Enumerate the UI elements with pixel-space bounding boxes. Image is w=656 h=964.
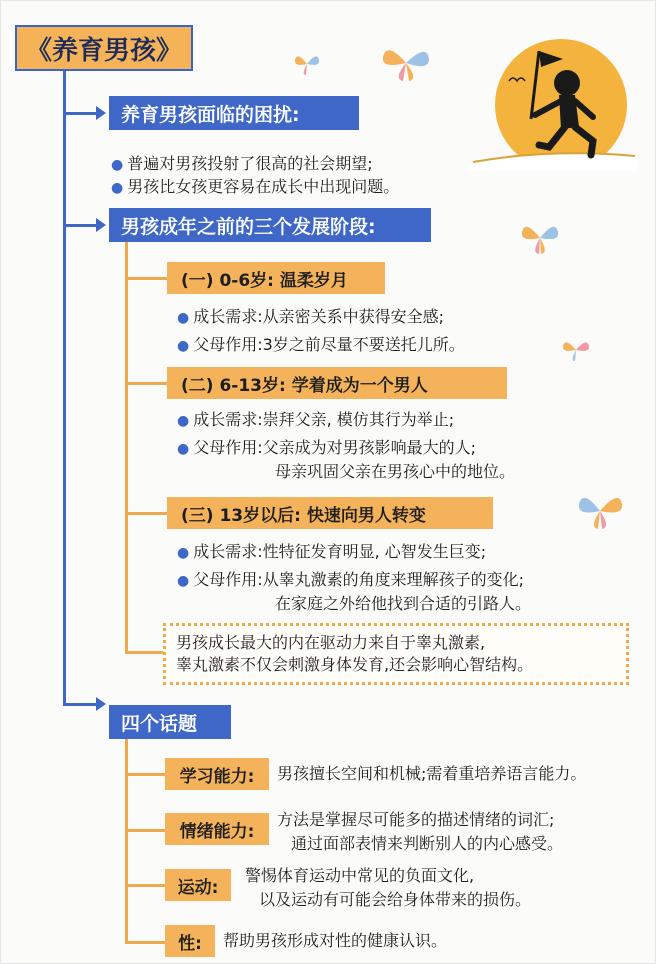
butterfly-icon (379, 41, 433, 85)
topic3-connector (125, 884, 165, 887)
note-line-1: 男孩成长最大的内在驱动力来自于睾丸激素, (176, 633, 486, 652)
branch-line-2 (63, 224, 97, 227)
stage1-heading: (一) 0-6岁: 温柔岁月 (167, 262, 385, 294)
topic2-line-1: 方法是掌握尽可能多的描述情绪的词汇; (277, 810, 555, 829)
arrow-1-icon (96, 106, 106, 120)
stage3-parent: ● 父母作用:从睾丸激素的角度来理解孩子的变化; (177, 570, 525, 589)
topic2-label: 情绪能力: (165, 813, 269, 845)
arrow-2-icon (96, 218, 106, 232)
section2-heading: 男孩成年之前的三个发展阶段: (109, 208, 431, 242)
topic1-line-1: 男孩擅长空间和机械;需着重培养语言能力。 (277, 764, 587, 783)
bullet-icon: ● (177, 413, 190, 429)
stage3-connector (125, 512, 167, 515)
bullet-icon: ● (177, 338, 190, 354)
topics-connector (125, 739, 128, 943)
note-line-2: 睾丸激素不仅会刺激身体发育,还会影响心智结构。 (176, 655, 534, 674)
topic2-line-2: 通过面部表情来判断别人的内心感受。 (291, 834, 564, 853)
stage1-connector (125, 277, 167, 280)
stage2-parent-cont: 母亲巩固父亲在男孩心中的地位。 (275, 462, 516, 481)
section1-bullet-1: ● 普遍对男孩投射了很高的社会期望; (111, 154, 373, 173)
note-connector (125, 651, 165, 654)
topic1-label: 学习能力: (165, 758, 269, 790)
page-title: 《养育男孩》 (15, 25, 193, 71)
running-boy-flag-icon (469, 31, 637, 171)
topic1-connector (125, 773, 165, 776)
bullet-icon: ● (111, 157, 124, 173)
stage1-parent: ● 父母作用:3岁之前尽量不要送托儿所。 (177, 335, 465, 354)
butterfly-icon (561, 337, 591, 363)
bullet-icon: ● (177, 573, 190, 589)
stage3-heading: (三) 13岁以后: 快速向男人转变 (167, 497, 493, 529)
stage3-parent-cont: 在家庭之外给他找到合适的引路人。 (275, 594, 532, 613)
stage2-heading: (二) 6-13岁: 学着成为一个男人 (167, 367, 507, 399)
stage2-connector (125, 382, 167, 385)
topic4-line-1: 帮助男孩形成对性的健康认识。 (223, 931, 448, 950)
stage3-need: ● 成长需求:性特征发育明显, 心智发生巨变; (177, 542, 487, 561)
butterfly-icon (519, 219, 561, 257)
topic3-line-2: 以及运动有可能会给身体带来的损伤。 (259, 890, 532, 909)
bullet-icon: ● (111, 180, 124, 196)
key-insight-note (163, 623, 629, 685)
butterfly-icon (293, 51, 321, 77)
topic3-label: 运动: (165, 869, 231, 901)
main-trunk-line (63, 71, 66, 705)
branch-line-3 (63, 703, 97, 706)
bullet-icon: ● (177, 441, 190, 457)
stage2-parent: ● 父母作用:父亲成为对男孩影响最大的人; (177, 438, 477, 457)
topic3-line-1: 警惕体育运动中常见的负面文化, (245, 866, 475, 885)
stages-connector (125, 242, 128, 652)
topic2-connector (125, 829, 165, 832)
branch-line-1 (63, 112, 97, 115)
bullet-icon: ● (177, 310, 190, 326)
stage1-need: ● 成长需求:从亲密关系中获得安全感; (177, 307, 445, 326)
topic4-connector (125, 941, 165, 944)
section1-bullet-2: ● 男孩比女孩更容易在成长中出现问题。 (111, 177, 400, 196)
arrow-3-icon (96, 697, 106, 711)
stage2-need: ● 成长需求:崇拜父亲, 模仿其行为举止; (177, 410, 455, 429)
topic4-label: 性: (165, 925, 215, 957)
section1-heading: 养育男孩面临的困扰: (109, 96, 359, 130)
section3-heading: 四个话题 (109, 705, 231, 739)
bullet-icon: ● (177, 545, 190, 561)
butterfly-icon (575, 489, 625, 533)
